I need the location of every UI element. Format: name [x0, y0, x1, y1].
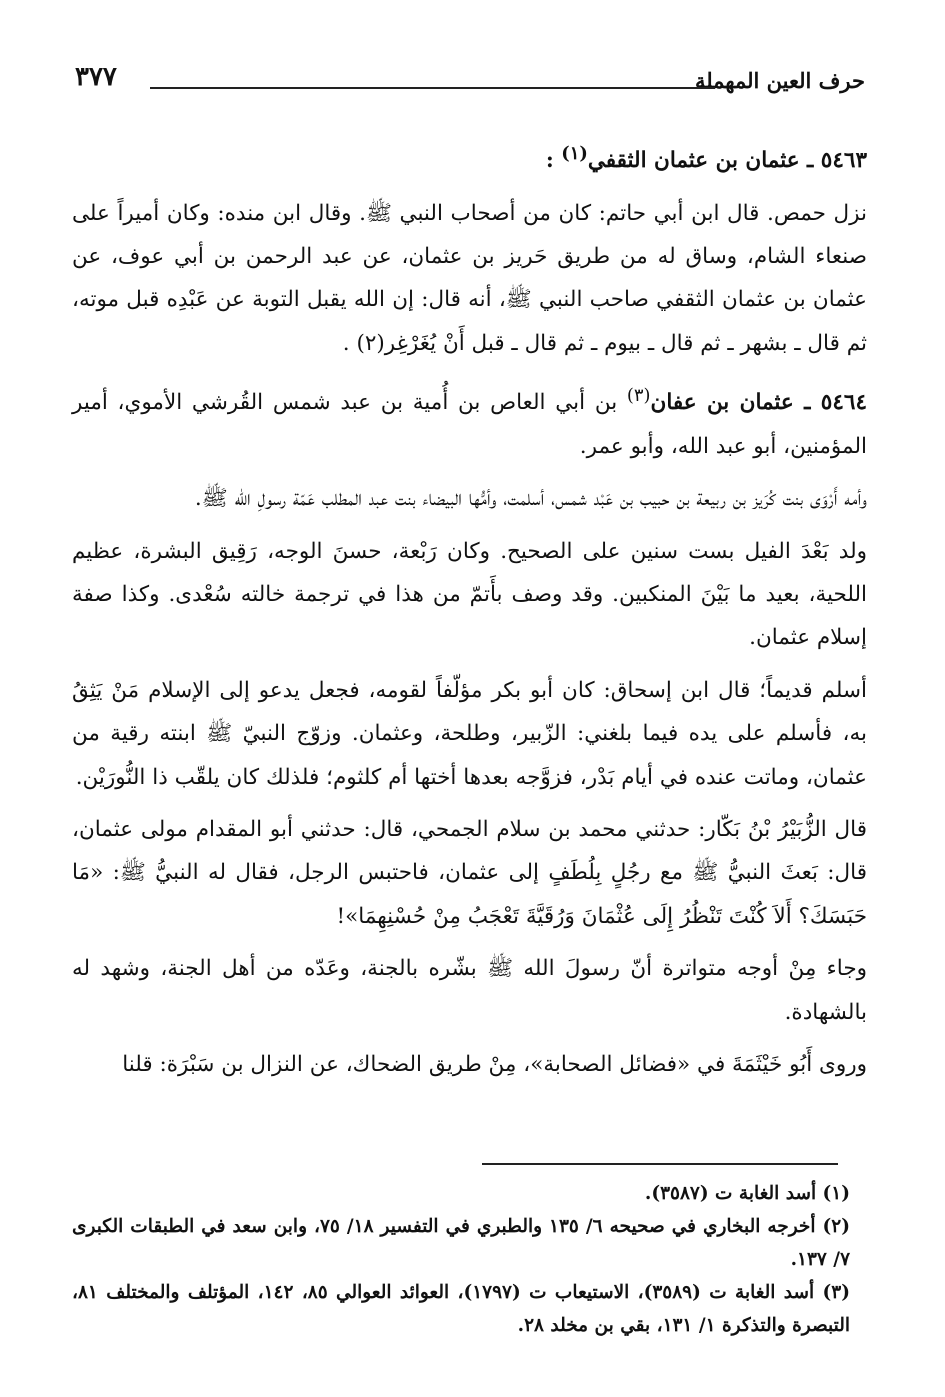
paragraph: أسلم قديماً؛ قال ابن إسحاق: كان أبو بكر مؤلّفاً لقومه، فجعل يدعو إلى الإسلام مَنْ يَثِقُ به، فأسلم على يده فيما بلغني: الزّبير، وطلحة، وعثمان. وزوّج النبيّ ﷺ ابنته رقية من عثمان، وماتت عنده في أيام بَدْر، فزوَّجه بعدها أختها أم كلثوم؛ فلذلك كان يلقّب ذا النُّورَيْن. [72, 677, 867, 790]
paragraph: وروى أَبُو خَيْثَمَةَ في «فضائل الصحابة»، مِنْ طريق الضحاك، عن النزال بن سَبْرَة: قلنا [122, 1052, 867, 1078]
main-text [72, 132, 867, 1095]
paragraph: ولد بَعْدَ الفيل بست سنين على الصحيح. وكان رَبْعة، حسنَ الوجه، رَقِيق البشرة، عظيم اللحية، بعيد ما بَيْنَ المنكبين. وقد وصف بأَتمّ من هذا في ترجمة خالته سُعْدى. وكذا صفة إسلام عثمان. [72, 538, 867, 651]
paragraph: وجاء مِنْ أوجه متواترة أنّ رسولَ الله ﷺ بشّره بالجنة، وعَدّه من أهل الجنة، وشهد له بالشهادة. [72, 956, 867, 1025]
entry-title: ٥٤٦٤ ـ عثمان بن عفان [650, 390, 867, 416]
paragraph: وأمه أَرْوَى بنت كُرَيز بن ربيعة بن حبيب بن عَبْد شمس، أسلمت، وأمُّها البيضاء بنت عبد المطلب عَمّة رسولِ الله ﷺ. [194, 486, 867, 512]
running-title: حرف العين المهملة [694, 68, 865, 93]
page-number: ٣٧٧ [75, 62, 117, 92]
running-header [75, 58, 865, 102]
footnote-marker: (١) [561, 143, 588, 164]
footnote: (٢) أخرجه البخاري في صحيحه ٦/ ١٣٥ والطبري في التفسير ١٨/ ٧٥، وابن سعد في الطبقات الكبرى ٧/ ١٣٧. [72, 1216, 850, 1270]
footnotes [72, 1177, 850, 1342]
paragraph: قال الزُّبَيْرُ بْنُ بَكّار: حدثني محمد بن سلام الجمحي، قال: حدثني أبو المقدام مولى عثمان، قال: بَعثَ النبيُّ ﷺ مع رجُلٍ بِلُطَفٍ إلى عثمان، فاحتبس الرجل، فقال له النبيُّ ﷺ: «مَا حَبَسَكَ؟ أَلاَ كُنْتَ تَنْظُرُ إِلَى عُثْمَانَ وَرُقَيَّةَ تَعْجَبُ مِنْ حُسْنِهِمَا»! [72, 817, 867, 929]
footnote-rule [482, 1163, 838, 1165]
footnote: (٣) أسد الغابة ت (٣٥٨٩)، الاستيعاب ت (١٧٩٧)، العوائد العوالي ٨٥، ١٤٢، المؤتلف والمختلف ٨١، التبصرة والتذكرة ١/ ١٣١، بقي بن مخلد ٢٨. [72, 1282, 850, 1336]
header-rule [150, 87, 715, 89]
footnote-marker: (٣) [626, 385, 651, 407]
entry-heading [72, 132, 867, 183]
entry-title-tail: بن أبي العاص بن أُمية بن عبد شمس القُرشي الأموي، أمير المؤمنين، أبو عبد الله، وأبو عمر. [72, 390, 867, 459]
paragraph: نزل حمص. قال ابن أبي حاتم: كان من أصحاب النبي ﷺ. وقال ابن منده: وكان أميراً على صنعاء الشام، وساق له من طريق حَريز بن عثمان، عن عبد الرحمن بن أبي عوف، عن عثمان بن عثمان الثقفي صاحب النبي ﷺ، أنه قال: إن الله يقبل التوبة عن عَبْدِه قبل موته، ثم قال ـ بشهر ـ ثم قال ـ بيوم ـ ثم قال ـ قبل أَنْ يُغَرْغِر(٢) . [72, 200, 867, 356]
entry-heading [72, 374, 867, 468]
entry-title-tail: : [545, 148, 562, 174]
footnote: (١) أسد الغابة ت (٣٥٨٧). [644, 1183, 850, 1204]
entry-title: ٥٤٦٣ ـ عثمان بن عثمان الثقفي [587, 148, 867, 174]
